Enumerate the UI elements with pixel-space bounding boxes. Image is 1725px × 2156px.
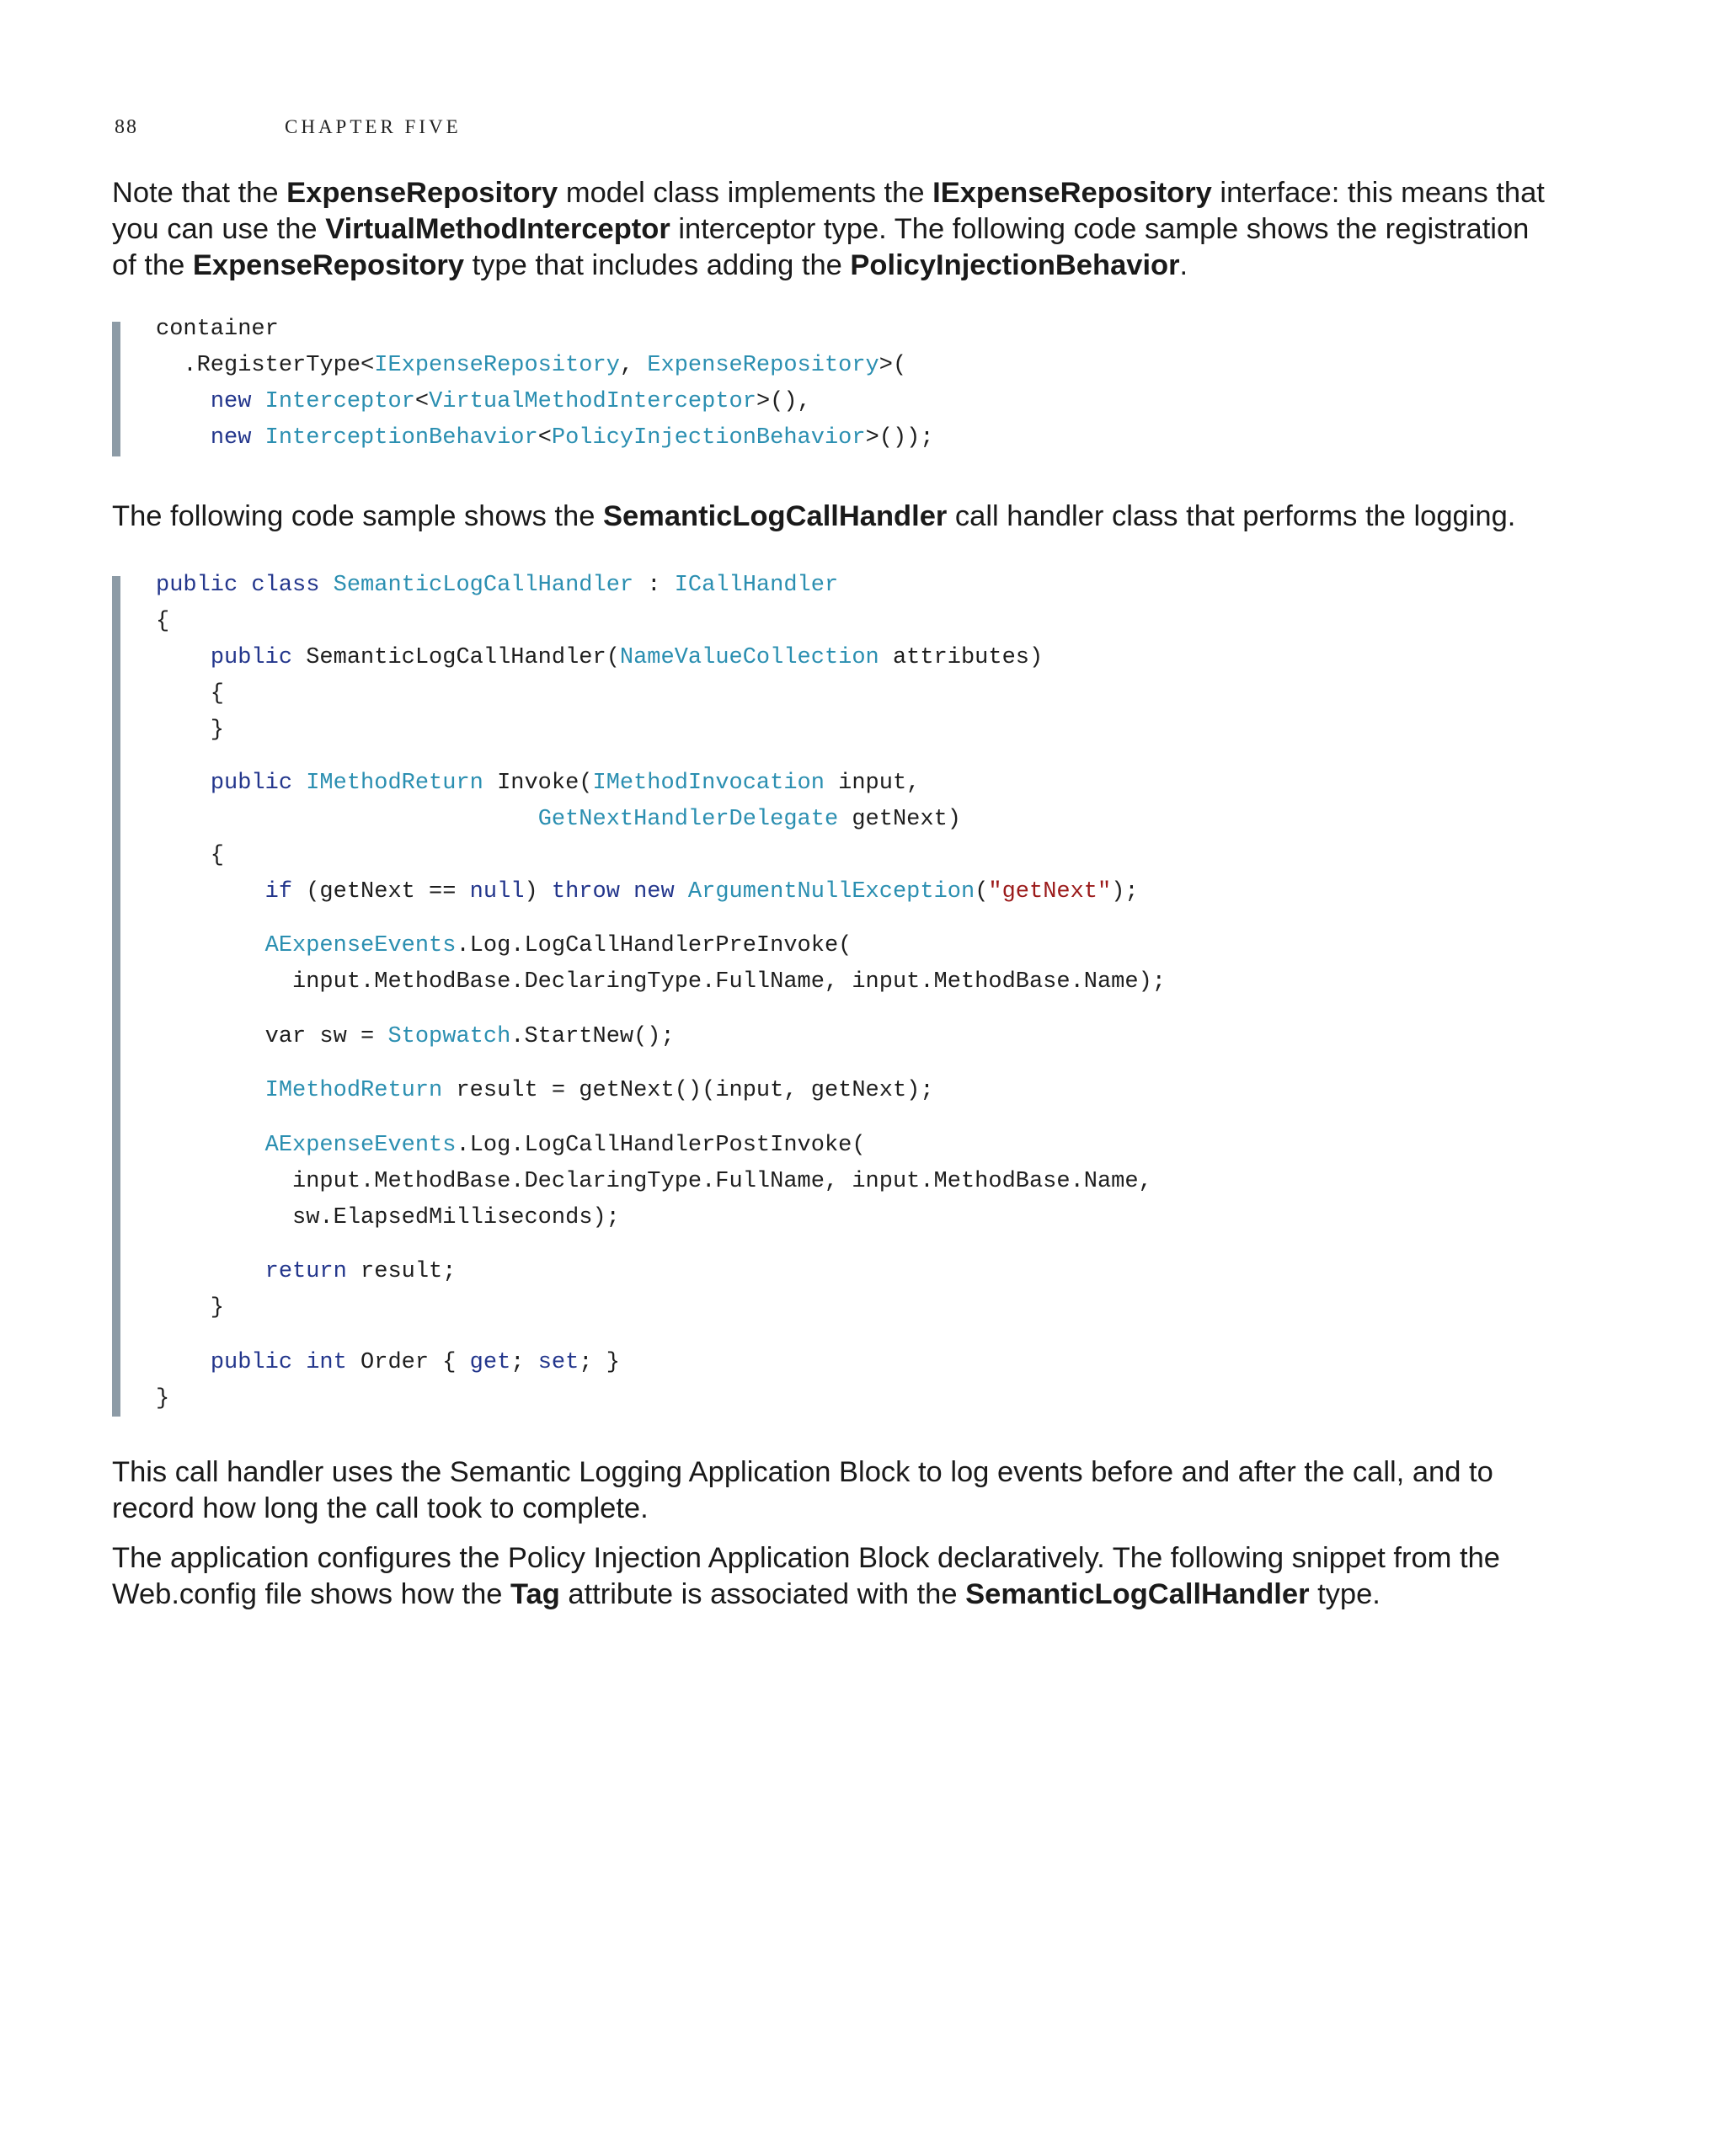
code-text: ( bbox=[975, 878, 989, 905]
code-keyword: public bbox=[210, 770, 293, 796]
code-text: } bbox=[156, 1385, 170, 1412]
code-text: < bbox=[537, 425, 552, 451]
code-line bbox=[156, 604, 169, 640]
code-text: Invoke( bbox=[483, 770, 593, 796]
code-line bbox=[156, 1164, 1152, 1200]
code-keyword: if bbox=[264, 878, 293, 905]
code-text: { bbox=[156, 842, 225, 868]
code-text: var sw = bbox=[156, 1023, 388, 1049]
code-type: Interceptor bbox=[264, 389, 415, 414]
text-run: This call handler uses the Semantic Logging Application Block to log events before and after the call, and to record how long the call took to complete. bbox=[112, 1456, 1493, 1524]
code-text bbox=[292, 771, 306, 796]
code-block-call-handler bbox=[112, 573, 1300, 1417]
code-type: IExpenseRepository bbox=[374, 353, 620, 378]
code-line bbox=[156, 348, 906, 384]
text-run: call handler class that performs the logging. bbox=[947, 500, 1516, 532]
code-text: container bbox=[156, 317, 279, 342]
code-text: result; bbox=[346, 1259, 457, 1285]
code-line bbox=[156, 928, 852, 964]
code-text: SemanticLogCallHandler( bbox=[292, 645, 620, 670]
code-type: VirtualMethodInterceptor bbox=[429, 389, 756, 414]
code-text bbox=[251, 425, 264, 451]
code-keyword: new bbox=[633, 878, 675, 905]
code-text bbox=[620, 879, 633, 905]
code-text bbox=[156, 1133, 265, 1158]
code-string: "getNext" bbox=[988, 878, 1112, 905]
code-text bbox=[675, 879, 688, 905]
code-text: : bbox=[633, 573, 675, 598]
code-text: input.MethodBase.DeclaringType.FullName, input.MethodBase.Name); bbox=[156, 969, 1166, 995]
code-text: attributes) bbox=[879, 645, 1044, 670]
code-text bbox=[156, 645, 211, 670]
text-run: The following code sample shows the bbox=[112, 500, 603, 532]
code-text bbox=[292, 1350, 306, 1375]
code-text: Order { bbox=[346, 1349, 470, 1375]
bold-term: ExpenseRepository bbox=[286, 177, 558, 209]
code-text: } bbox=[156, 718, 225, 743]
code-type: Stopwatch bbox=[387, 1023, 511, 1049]
bold-term: SemanticLogCallHandler bbox=[602, 500, 948, 532]
code-keyword: class bbox=[251, 573, 320, 598]
text-run: The application configures the Policy Injection Application Block declaratively. The following snippet from the Web.config file shows how the bbox=[112, 1542, 1500, 1610]
code-text: } bbox=[156, 1295, 225, 1321]
code-text: >(), bbox=[756, 389, 811, 414]
code-type: IMethodReturn bbox=[306, 770, 483, 796]
code-line bbox=[156, 766, 920, 802]
code-keyword: throw bbox=[551, 878, 620, 905]
code-keyword: public bbox=[156, 573, 238, 598]
config-paragraph bbox=[112, 1540, 1561, 1613]
code-line bbox=[156, 1200, 620, 1236]
call-handler-paragraph bbox=[112, 499, 1561, 535]
code-line bbox=[156, 1290, 224, 1326]
code-type: AExpenseEvents bbox=[264, 933, 457, 959]
code-line bbox=[156, 1381, 169, 1417]
code-text: .StartNew(); bbox=[510, 1023, 675, 1049]
text-run: Note that the bbox=[112, 177, 287, 209]
bold-term: PolicyInjectionBehavior bbox=[850, 249, 1180, 281]
code-text bbox=[156, 1078, 265, 1103]
code-line bbox=[156, 964, 1166, 1001]
text-run: type that includes adding the bbox=[464, 249, 851, 281]
code-text bbox=[238, 573, 251, 598]
code-text: { bbox=[156, 609, 170, 634]
code-text: { bbox=[156, 681, 225, 707]
code-line bbox=[156, 838, 224, 874]
code-text bbox=[156, 1350, 211, 1375]
code-keyword: get bbox=[469, 1349, 511, 1375]
code-line bbox=[156, 640, 1043, 676]
code-text: input, bbox=[824, 770, 921, 796]
code-text: >()); bbox=[865, 425, 934, 451]
code-text: ); bbox=[1111, 878, 1139, 905]
code-text bbox=[319, 573, 333, 598]
chapter-title: CHAPTER FIVE bbox=[285, 116, 462, 137]
code-line bbox=[156, 312, 279, 348]
code-type: ExpenseRepository bbox=[647, 353, 879, 378]
code-text bbox=[156, 389, 211, 414]
code-keyword: public bbox=[210, 1349, 293, 1375]
code-line bbox=[156, 420, 934, 456]
text-run: attribute is associated with the bbox=[559, 1578, 966, 1610]
bold-term: IExpenseRepository bbox=[932, 177, 1212, 209]
code-text: < bbox=[414, 389, 430, 414]
code-line bbox=[156, 874, 1139, 910]
code-line bbox=[156, 676, 224, 712]
code-keyword: set bbox=[537, 1349, 579, 1375]
code-type: IMethodInvocation bbox=[592, 770, 825, 796]
text-run: . bbox=[1179, 249, 1188, 281]
code-keyword: null bbox=[469, 878, 525, 905]
code-text bbox=[156, 879, 265, 905]
bold-term: SemanticLogCallHandler bbox=[965, 1578, 1310, 1610]
code-text bbox=[156, 807, 538, 832]
code-block-registration bbox=[112, 317, 963, 456]
code-type: AExpenseEvents bbox=[264, 1132, 457, 1158]
code-text bbox=[156, 1259, 265, 1284]
bold-term: Tag bbox=[510, 1578, 560, 1610]
text-run: interface: this means that you can use the bbox=[112, 177, 1545, 245]
code-type: GetNextHandlerDelegate bbox=[537, 806, 839, 832]
code-keyword: new bbox=[210, 389, 252, 414]
code-keyword: new bbox=[210, 425, 252, 451]
code-line bbox=[156, 1254, 456, 1290]
bold-term: ExpenseRepository bbox=[192, 249, 465, 281]
code-text: getNext) bbox=[838, 806, 961, 832]
code-keyword: return bbox=[264, 1259, 347, 1285]
code-text: ; } bbox=[579, 1349, 620, 1375]
code-text: .Log.LogCallHandlerPostInvoke( bbox=[456, 1132, 866, 1158]
code-type: IMethodReturn bbox=[264, 1078, 443, 1104]
code-line bbox=[156, 1128, 866, 1164]
code-text: result = getNext()(input, getNext); bbox=[442, 1078, 934, 1104]
code-type: InterceptionBehavior bbox=[264, 425, 538, 451]
page-number: 88 bbox=[115, 116, 138, 138]
code-text: .RegisterType< bbox=[156, 353, 375, 378]
code-type: PolicyInjectionBehavior bbox=[551, 425, 866, 451]
code-type: NameValueCollection bbox=[619, 645, 879, 670]
text-run: type. bbox=[1309, 1578, 1381, 1610]
code-line bbox=[156, 802, 961, 838]
code-text: >( bbox=[879, 353, 907, 378]
code-text: input.MethodBase.DeclaringType.FullName, input.MethodBase.Name, bbox=[156, 1168, 1152, 1194]
bold-term: VirtualMethodInterceptor bbox=[325, 213, 670, 245]
code-text bbox=[156, 425, 211, 451]
code-text bbox=[156, 771, 211, 796]
code-text: .Log.LogCallHandlerPreInvoke( bbox=[456, 933, 852, 959]
code-type: SemanticLogCallHandler bbox=[333, 573, 634, 598]
code-line bbox=[156, 712, 224, 749]
code-text: , bbox=[619, 353, 648, 378]
text-run: model class implements the bbox=[558, 177, 933, 209]
code-text bbox=[251, 389, 264, 414]
code-text: sw.ElapsedMilliseconds); bbox=[156, 1204, 620, 1230]
page-header bbox=[115, 116, 1546, 150]
code-line bbox=[156, 568, 838, 604]
code-type: ArgumentNullException bbox=[687, 878, 975, 905]
code-line bbox=[156, 1345, 620, 1381]
intro-paragraph bbox=[112, 175, 1561, 284]
code-keyword: int bbox=[306, 1349, 347, 1375]
code-line bbox=[156, 1019, 675, 1055]
code-text: ) bbox=[524, 878, 552, 905]
code-keyword: public bbox=[210, 645, 293, 670]
code-text: ; bbox=[510, 1349, 538, 1375]
code-line bbox=[156, 1073, 934, 1109]
code-text bbox=[156, 933, 265, 958]
code-type: ICallHandler bbox=[674, 573, 839, 598]
code-line bbox=[156, 384, 811, 420]
logging-paragraph bbox=[112, 1454, 1561, 1527]
code-text: (getNext == bbox=[292, 878, 470, 905]
text-run: interceptor type. The following code sample shows the registration of the bbox=[112, 213, 1530, 281]
